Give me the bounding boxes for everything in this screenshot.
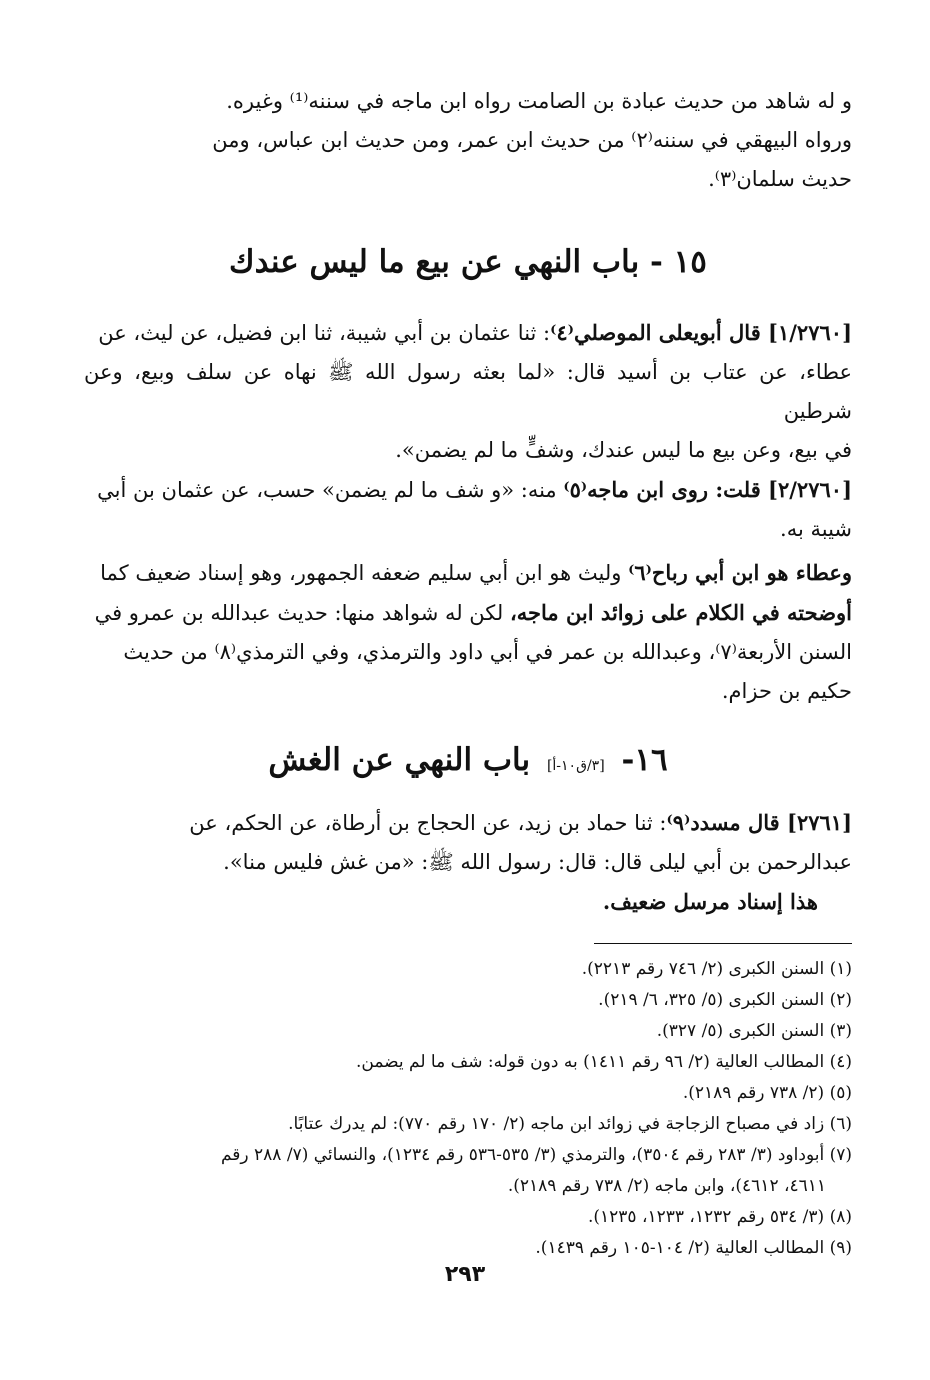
footnote-continuation: ٤٦١١، ٤٦١٢)، وابن ماجه (٢/ ٧٣٨ رقم ٢١٨٩). [507,1176,826,1196]
footnote: (٣) السنن الكبرى (٥/ ٣٢٧). [656,1021,852,1041]
footnote: (٥) (٢/ ٧٣٨ رقم ٢١٨٩). [682,1083,852,1103]
footnote: (٢) السنن الكبرى (٥/ ٣٢٥، ٦/ ٢١٩). [598,990,852,1010]
hadith-2760-1-text: : ثنا عثمان بن أبي شيبة، ثنا ابن فضيل، عن ليث، عن [98,321,551,345]
commentary-paragraph [84,553,852,711]
footnote: (١) السنن الكبرى (٢/ ٧٤٦ رقم ٢٢١٣). [581,959,852,979]
hadith-2760-1-lead: [١/٢٧٦٠] قال أبويعلى الموصلي⁽٤⁾ [550,320,852,345]
hadith-2760-1-text: عطاء، عن عتاب بن أسيد قال: «لما بعثه رسول الله ﷺ نهاه عن سلف وبيع، وعن شرطين [84,360,852,423]
chapter-16-title: باب النهي عن الغش [268,742,531,778]
commentary-bold: وعطاء هو ابن أبي رباح⁽٦⁾ [628,560,852,585]
footnote: (٨) (٣/ ٥٣٤ رقم ١٢٣٢، ١٢٣٣، ١٢٣٥). [587,1207,852,1227]
hadith-2760-1 [84,313,852,470]
intro-line: حديث سلمان⁽٣⁾. [708,167,852,191]
hadith-2761-lead: [٢٧٦١] قال مسدد⁽٩⁾ [666,810,852,835]
hadith-2760-2 [84,470,852,549]
manuscript-note: [٣/ق١٠-أ] [546,758,605,774]
chapter-16-number: ١٦- [621,742,668,778]
hadith-2760-2-text: شيبة به. [780,517,852,541]
intro-line: ورواه البيهقي في سننه⁽٢⁾ من حديث ابن عمر، ومن حديث ابن عباس، ومن [212,128,852,152]
hadith-2760-1-text: في بيع، وعن بيع ما ليس عندك، وشفٍّ ما لم يضمن». [395,438,852,462]
footnote-text: (٧) أبوداود (٣/ ٢٨٣ رقم ٣٥٠٤)، والترمذي (٣/ ٥٣٥-٥٣٦ رقم ١٢٣٤)، والنسائي (٧/ ٢٨٨ رقم [220,1145,852,1165]
hadith-2761-text: : ثنا حماد بن زيد، عن الحجاج بن أرطاة، عن الحكم، عن [189,811,667,835]
hadith-2760-2-lead: [٢/٢٧٦٠] قلت: روى ابن ماجه⁽٥⁾ [563,477,852,502]
hadith-2761-conclusion: هذا إسناد مرسل ضعيف. [602,889,818,914]
footnotes [84,954,852,1264]
hadith-2761-text: عبدالرحمن بن أبي ليلى قال: قال: رسول الله ﷺ: «من غش فليس منا». [223,850,852,874]
intro-line: و له شاهد من حديث عبادة بن الصامت رواه ابن ماجه في سننه⁽¹⁾ وغيره. [226,89,852,113]
commentary-text: وليث هو ابن أبي سليم ضعفه الجمهور، وهو إسناد ضعيف كما [100,561,629,585]
chapter-15-heading: ١٥ - باب النهي عن بيع ما ليس عندك [229,244,707,280]
footnote: (٦) زاد في مصباح الزجاجة في زوائد ابن ماجه (٢/ ١٧٠ رقم ٧٧٠): لم يدرك عتابًا. [288,1114,852,1134]
commentary-text: لكن له شواهد منها: حديث عبدالله بن عمرو في [94,601,510,625]
hadith-2761 [84,803,852,921]
footnote-divider [594,943,852,944]
commentary-text: السنن الأربعة⁽٧⁾، وعبدالله بن عمر في أبي داود والترمذي، وفي الترمذي⁽٨⁾ من حديث [123,640,852,664]
hadith-2760-2-text: منه: «و شف ما لم يضمن» حسب، عن عثمان بن أبي [97,478,564,502]
intro-paragraph [84,82,852,199]
footnote: (٩) المطالب العالية (٢/ ١٠٤-١٠٥ رقم ١٤٣٩). [535,1238,852,1258]
commentary-text: حكيم بن حزام. [721,679,852,703]
commentary-bold: أوضحته في الكلام على زوائد ابن ماجه، [509,600,852,625]
footnote [84,1140,852,1202]
page-number: ٢٩٣ [444,1262,486,1287]
chapter-16-heading [84,735,852,791]
footnote: (٤) المطالب العالية (٢/ ٩٦ رقم ١٤١١) به دون قوله: شف ما لم يضمن. [355,1052,852,1072]
